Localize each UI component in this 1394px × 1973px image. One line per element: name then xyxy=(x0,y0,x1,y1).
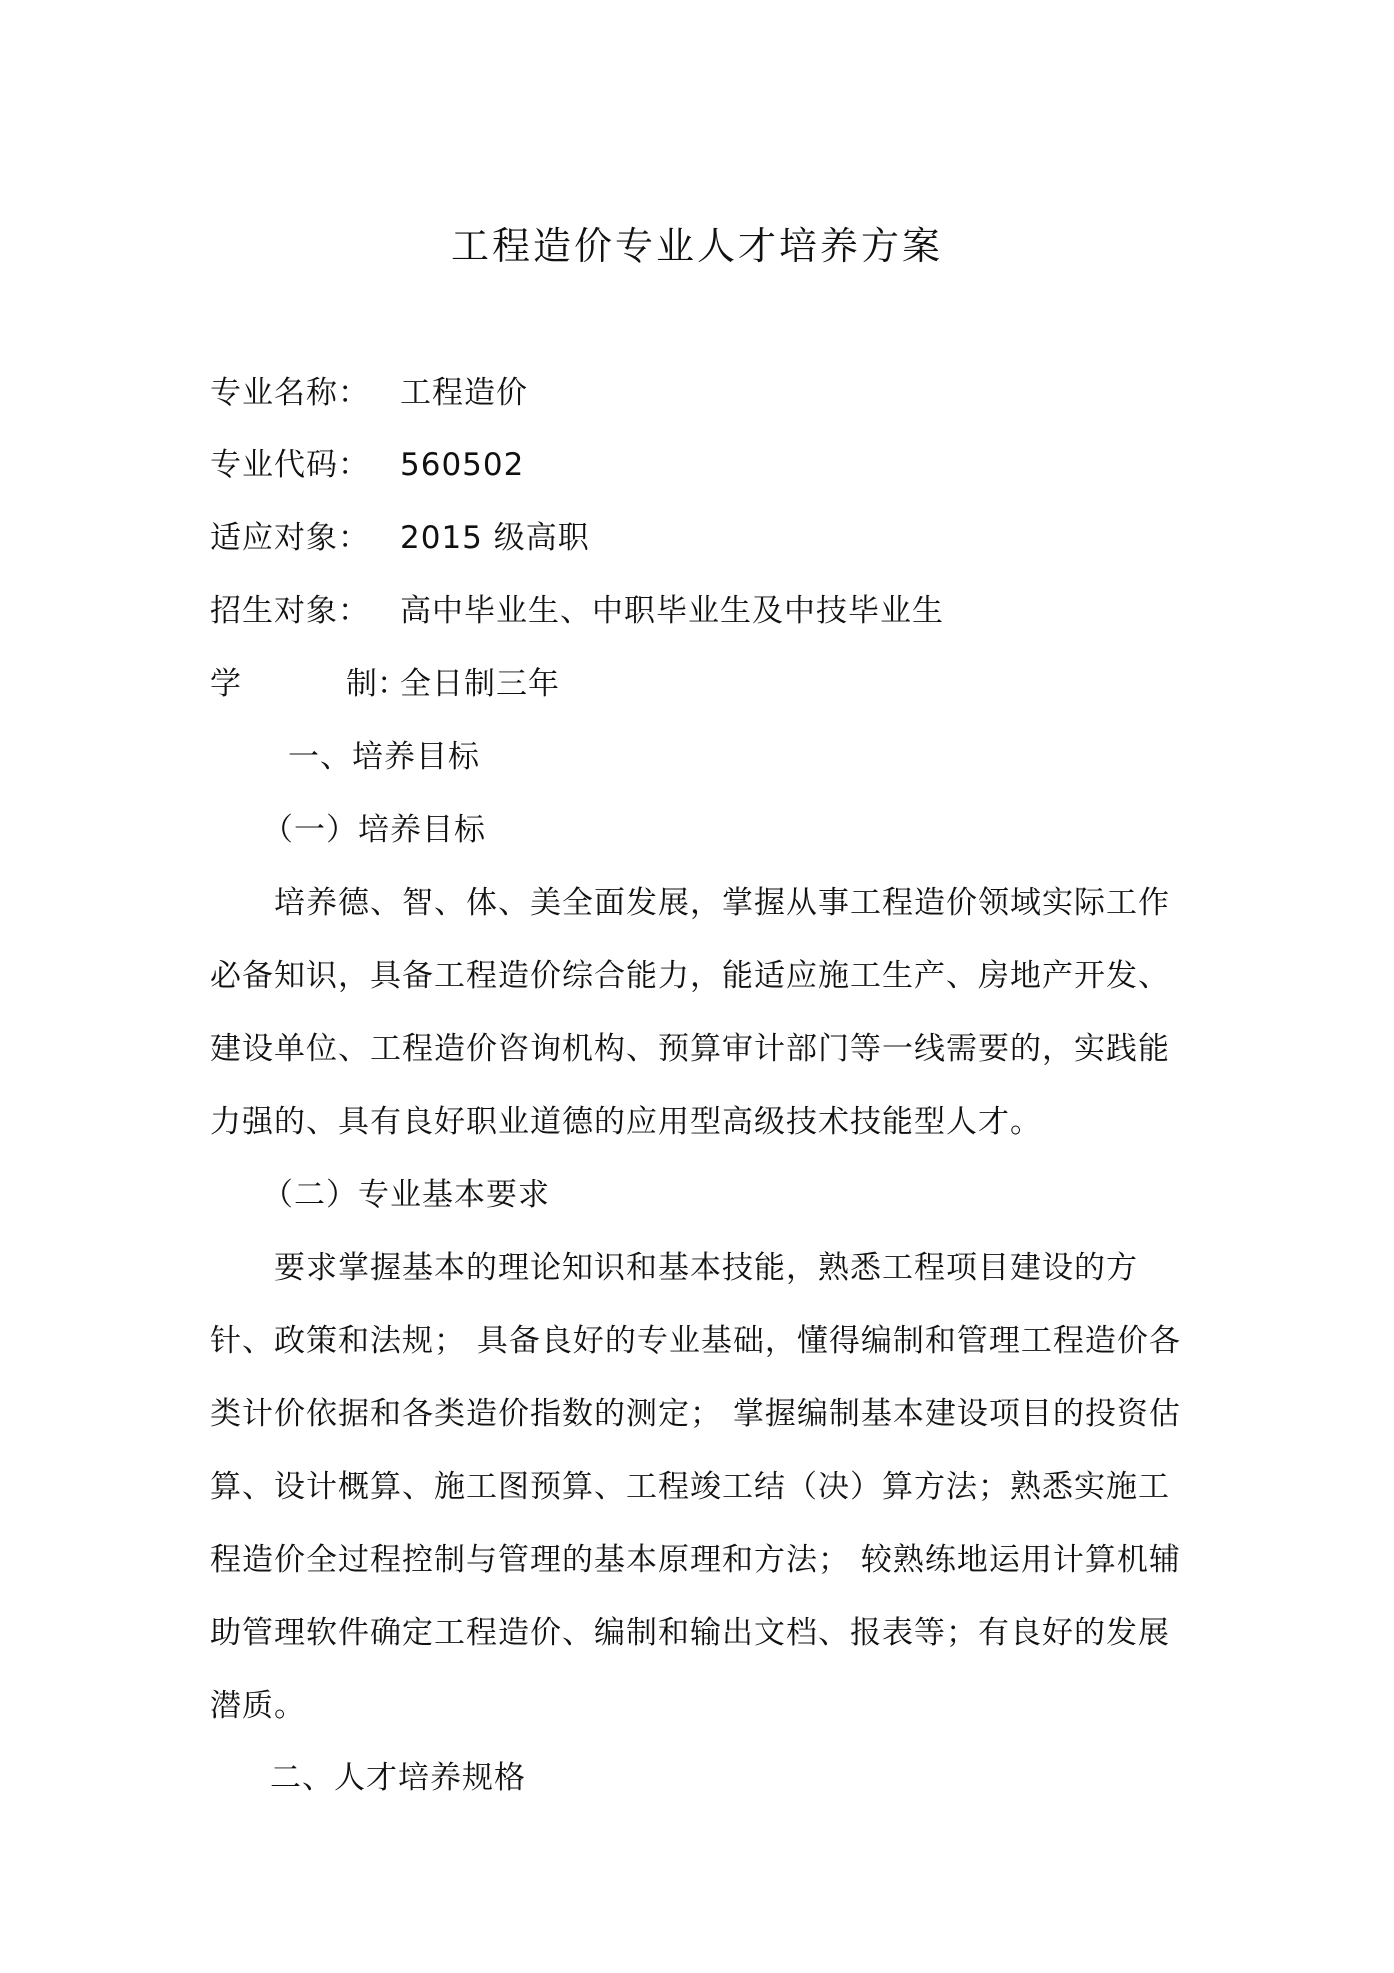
paragraph-line: 针、政策和法规； 具备良好的专业基础，懂得编制和管理工程造价各 xyxy=(210,1323,1181,1359)
paragraph-line: 要求掌握基本的理论知识和基本技能，熟悉工程项目建设的方 xyxy=(274,1250,1138,1286)
info-value: 全日制三年 xyxy=(400,666,560,702)
info-value: 高中毕业生、中职毕业生及中技毕业生 xyxy=(400,593,944,629)
info-row-enrollment xyxy=(210,591,944,631)
info-label: 招生对象： xyxy=(210,593,370,629)
subsection-heading: （二）专业基本要求 xyxy=(262,1177,550,1213)
paragraph-line: 培养德、智、体、美全面发展，掌握从事工程造价领域实际工作 xyxy=(274,885,1170,921)
paragraph-line: 类计价依据和各类造价指数的测定； 掌握编制基本建设项目的投资估 xyxy=(210,1396,1181,1432)
paragraph-line: 算、设计概算、施工图预算、工程竣工结（决）算方法；熟悉实施工 xyxy=(210,1469,1170,1505)
subsection-heading: （一）培养目标 xyxy=(262,812,486,848)
info-value: 工程造价 xyxy=(400,375,528,411)
info-label: 专业代码： xyxy=(210,447,370,483)
info-label-part: 学 xyxy=(210,666,241,702)
info-row-major-code xyxy=(210,445,524,485)
paragraph-line: 必备知识，具备工程造价综合能力，能适应施工生产、房地产开发、 xyxy=(210,958,1170,994)
info-row-target-cohort xyxy=(210,518,590,558)
section-heading: 一、培养目标 xyxy=(288,739,480,775)
info-value: 560502 xyxy=(400,447,525,483)
page-title: 工程造价专业人才培养方案 xyxy=(450,224,943,268)
info-row-major-name xyxy=(210,373,528,413)
info-label xyxy=(210,664,408,704)
info-label: 专业名称： xyxy=(210,375,370,411)
info-label: 适应对象： xyxy=(210,520,370,556)
paragraph-line: 助管理软件确定工程造价、编制和输出文档、报表等；有良好的发展 xyxy=(210,1615,1170,1651)
section-heading: 二、人才培养规格 xyxy=(270,1760,526,1796)
paragraph-line: 潜质。 xyxy=(210,1688,306,1724)
info-row-duration xyxy=(210,664,560,704)
paragraph-line: 力强的、具有良好职业道德的应用型高级技术技能型人才。 xyxy=(210,1104,1042,1140)
info-label-part: 制： xyxy=(346,666,408,702)
paragraph-line: 建设单位、工程造价咨询机构、预算审计部门等一线需要的，实践能 xyxy=(210,1031,1170,1067)
info-value: 2015 级高职 xyxy=(400,520,590,556)
paragraph-line: 程造价全过程控制与管理的基本原理和方法； 较熟练地运用计算机辅 xyxy=(210,1542,1181,1578)
